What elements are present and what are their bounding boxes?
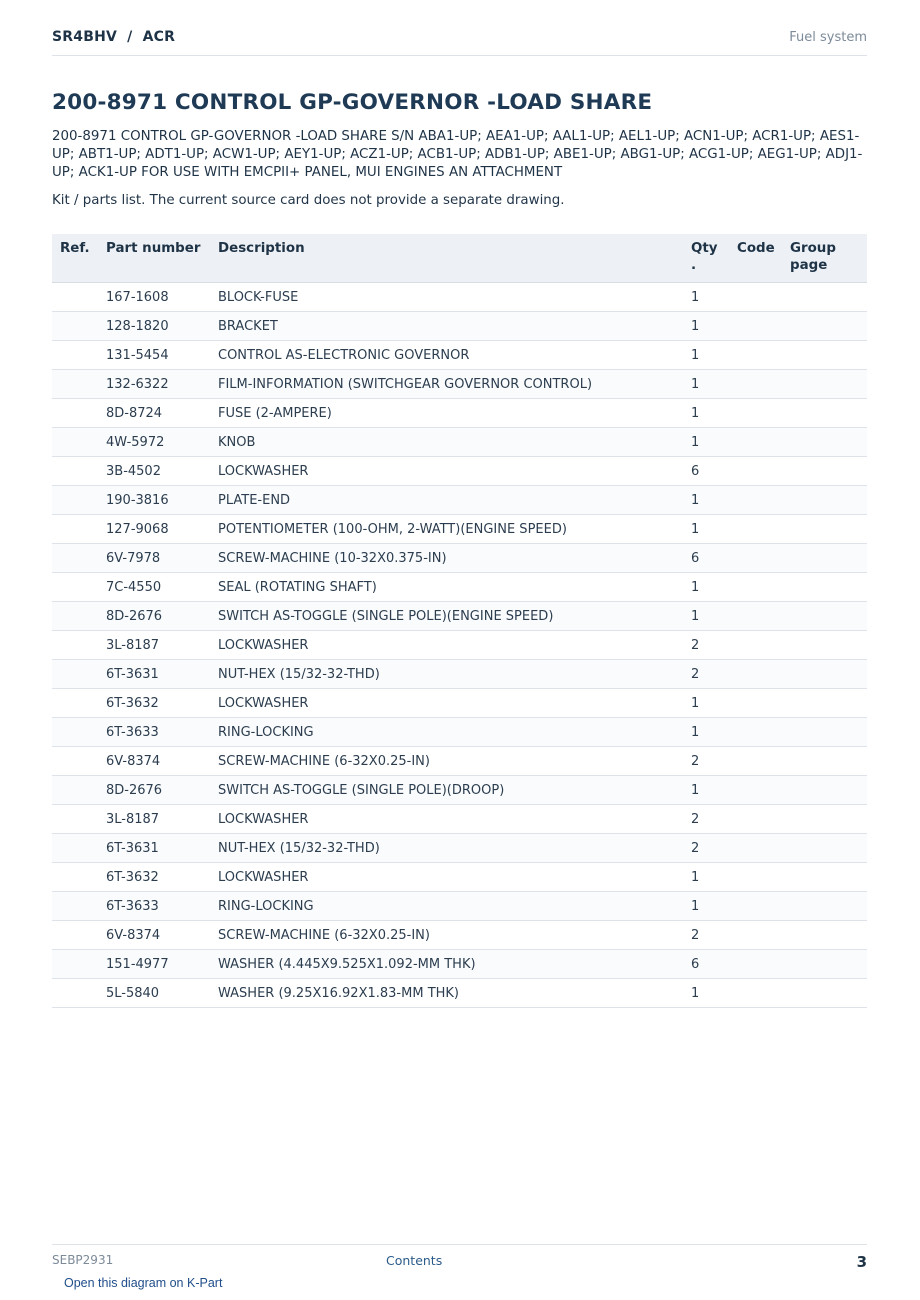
cell-code bbox=[737, 805, 790, 834]
cell-code bbox=[737, 834, 790, 863]
cell-ref bbox=[52, 486, 106, 515]
table-row bbox=[52, 863, 867, 892]
table-row bbox=[52, 689, 867, 718]
cell-qty: 1 bbox=[691, 515, 737, 544]
cell-part-number: 7C-4550 bbox=[106, 573, 218, 602]
cell-group-page bbox=[790, 428, 867, 457]
cell-ref bbox=[52, 747, 106, 776]
cell-ref bbox=[52, 805, 106, 834]
cell-description: WASHER (4.445X9.525X1.092-MM THK) bbox=[218, 950, 691, 979]
cell-description: SCREW-MACHINE (10-32X0.375-IN) bbox=[218, 544, 691, 573]
page-title: 200-8971 CONTROL GP-GOVERNOR -LOAD SHARE bbox=[52, 90, 653, 115]
cell-ref bbox=[52, 312, 106, 341]
cell-code bbox=[737, 979, 790, 1008]
section-name: Fuel system bbox=[789, 30, 867, 45]
cell-ref bbox=[52, 979, 106, 1008]
cell-part-number: 5L-5840 bbox=[106, 979, 218, 1008]
cell-qty: 1 bbox=[691, 428, 737, 457]
cell-group-page bbox=[790, 776, 867, 805]
cell-group-page bbox=[790, 747, 867, 776]
cell-group-page bbox=[790, 283, 867, 312]
cell-qty: 2 bbox=[691, 805, 737, 834]
cell-qty: 1 bbox=[691, 602, 737, 631]
cell-code bbox=[737, 921, 790, 950]
cell-part-number: 8D-8724 bbox=[106, 399, 218, 428]
cell-group-page bbox=[790, 660, 867, 689]
cell-code bbox=[737, 892, 790, 921]
cell-description: BRACKET bbox=[218, 312, 691, 341]
cell-code bbox=[737, 950, 790, 979]
cell-part-number: 8D-2676 bbox=[106, 602, 218, 631]
cell-qty: 1 bbox=[691, 370, 737, 399]
col-header-code: Code bbox=[737, 234, 790, 283]
cell-description: SCREW-MACHINE (6-32X0.25-IN) bbox=[218, 921, 691, 950]
cell-part-number: 6T-3632 bbox=[106, 689, 218, 718]
parts-table-body bbox=[52, 283, 867, 1008]
table-row bbox=[52, 544, 867, 573]
cell-group-page bbox=[790, 544, 867, 573]
cell-description: LOCKWASHER bbox=[218, 805, 691, 834]
table-row bbox=[52, 515, 867, 544]
table-row bbox=[52, 428, 867, 457]
col-header-part-number: Part number bbox=[106, 234, 218, 283]
cell-ref bbox=[52, 283, 106, 312]
cell-description: FILM-INFORMATION (SWITCHGEAR GOVERNOR CONTROL) bbox=[218, 370, 691, 399]
cell-ref bbox=[52, 718, 106, 747]
cell-ref bbox=[52, 921, 106, 950]
cell-ref bbox=[52, 341, 106, 370]
cell-description: BLOCK-FUSE bbox=[218, 283, 691, 312]
kpart-diagram-link[interactable]: Open this diagram on K-Part bbox=[64, 1276, 223, 1290]
cell-group-page bbox=[790, 718, 867, 747]
cell-description: SCREW-MACHINE (6-32X0.25-IN) bbox=[218, 747, 691, 776]
table-row bbox=[52, 341, 867, 370]
cell-part-number: 6T-3631 bbox=[106, 834, 218, 863]
cell-part-number: 3L-8187 bbox=[106, 631, 218, 660]
cell-qty: 2 bbox=[691, 660, 737, 689]
cell-group-page bbox=[790, 457, 867, 486]
parts-table bbox=[52, 234, 867, 1008]
table-row bbox=[52, 950, 867, 979]
cell-qty: 2 bbox=[691, 631, 737, 660]
table-row bbox=[52, 399, 867, 428]
cell-ref bbox=[52, 370, 106, 399]
cell-code bbox=[737, 660, 790, 689]
cell-part-number: 8D-2676 bbox=[106, 776, 218, 805]
table-row bbox=[52, 747, 867, 776]
group-description: 200-8971 CONTROL GP-GOVERNOR -LOAD SHARE S/N ABA1-UP; AEA1-UP; AAL1-UP; AEL1-UP; ACN1-UP; ACR1-UP; AES1-UP; ABT1-UP; ADT1-UP; ACW1-UP; AEY1-UP; ACZ1-UP; ACB1-UP; ADB1-UP; ABE1-UP; ABG1-UP; ACG1-UP; AEG1-UP; ADJ1-UP; ACK1-UP FOR USE WITH EMCPII+ PANEL, MUI ENGINES AN ATTACHMENT bbox=[52, 129, 863, 180]
cell-code bbox=[737, 341, 790, 370]
table-row bbox=[52, 660, 867, 689]
cell-qty: 1 bbox=[691, 399, 737, 428]
cell-group-page bbox=[790, 631, 867, 660]
cell-code bbox=[737, 573, 790, 602]
table-row bbox=[52, 776, 867, 805]
table-row bbox=[52, 457, 867, 486]
cell-code bbox=[737, 776, 790, 805]
cell-description: SEAL (ROTATING SHAFT) bbox=[218, 573, 691, 602]
cell-qty: 1 bbox=[691, 689, 737, 718]
cell-part-number: 6T-3632 bbox=[106, 863, 218, 892]
cell-group-page bbox=[790, 979, 867, 1008]
cell-group-page bbox=[790, 921, 867, 950]
cell-ref bbox=[52, 602, 106, 631]
table-row bbox=[52, 573, 867, 602]
cell-qty: 1 bbox=[691, 486, 737, 515]
cell-group-page bbox=[790, 486, 867, 515]
cell-description: LOCKWASHER bbox=[218, 457, 691, 486]
cell-code bbox=[737, 602, 790, 631]
cell-description: LOCKWASHER bbox=[218, 689, 691, 718]
cell-ref bbox=[52, 689, 106, 718]
table-row bbox=[52, 312, 867, 341]
cell-part-number: 3L-8187 bbox=[106, 805, 218, 834]
cell-part-number: 6V-8374 bbox=[106, 747, 218, 776]
cell-ref bbox=[52, 573, 106, 602]
cell-code bbox=[737, 631, 790, 660]
col-header-qty: Qty . bbox=[691, 234, 737, 283]
cell-description: RING-LOCKING bbox=[218, 718, 691, 747]
cell-group-page bbox=[790, 399, 867, 428]
cell-part-number: 3B-4502 bbox=[106, 457, 218, 486]
cell-ref bbox=[52, 660, 106, 689]
table-row bbox=[52, 921, 867, 950]
cell-part-number: 128-1820 bbox=[106, 312, 218, 341]
cell-part-number: 6T-3633 bbox=[106, 892, 218, 921]
cell-code bbox=[737, 428, 790, 457]
cell-qty: 6 bbox=[691, 457, 737, 486]
col-header-ref: Ref. bbox=[52, 234, 106, 283]
table-row bbox=[52, 834, 867, 863]
cell-part-number: 131-5454 bbox=[106, 341, 218, 370]
cell-ref bbox=[52, 863, 106, 892]
cell-group-page bbox=[790, 892, 867, 921]
cell-part-number: 127-9068 bbox=[106, 515, 218, 544]
cell-ref bbox=[52, 776, 106, 805]
source-note: Kit / parts list. The current source card does not provide a separate drawing. bbox=[52, 193, 565, 208]
table-row bbox=[52, 979, 867, 1008]
table-row bbox=[52, 486, 867, 515]
cell-ref bbox=[52, 515, 106, 544]
cell-part-number: 6V-7978 bbox=[106, 544, 218, 573]
cell-code bbox=[737, 689, 790, 718]
cell-ref bbox=[52, 428, 106, 457]
cell-group-page bbox=[790, 312, 867, 341]
cell-code bbox=[737, 544, 790, 573]
cell-code bbox=[737, 370, 790, 399]
cell-qty: 1 bbox=[691, 283, 737, 312]
table-row bbox=[52, 283, 867, 312]
cell-description: RING-LOCKING bbox=[218, 892, 691, 921]
cell-group-page bbox=[790, 370, 867, 399]
col-header-group-page: Group page bbox=[790, 234, 867, 283]
cell-code bbox=[737, 457, 790, 486]
cell-description: POTENTIOMETER (100-OHM, 2-WATT)(ENGINE SPEED) bbox=[218, 515, 691, 544]
cell-qty: 1 bbox=[691, 573, 737, 602]
cell-group-page bbox=[790, 950, 867, 979]
cell-description: CONTROL AS-ELECTRONIC GOVERNOR bbox=[218, 341, 691, 370]
table-row bbox=[52, 718, 867, 747]
cell-code bbox=[737, 486, 790, 515]
cell-group-page bbox=[790, 341, 867, 370]
cell-part-number: 4W-5972 bbox=[106, 428, 218, 457]
cell-code bbox=[737, 283, 790, 312]
cell-ref bbox=[52, 631, 106, 660]
cell-code bbox=[737, 399, 790, 428]
footer-doc-code: SEBP2931 bbox=[52, 1253, 114, 1267]
parts-table-header bbox=[52, 234, 867, 283]
cell-description: NUT-HEX (15/32-32-THD) bbox=[218, 660, 691, 689]
cell-group-page bbox=[790, 689, 867, 718]
cell-qty: 2 bbox=[691, 921, 737, 950]
cell-qty: 1 bbox=[691, 979, 737, 1008]
cell-qty: 1 bbox=[691, 776, 737, 805]
cell-group-page bbox=[790, 834, 867, 863]
cell-code bbox=[737, 718, 790, 747]
cell-description: NUT-HEX (15/32-32-THD) bbox=[218, 834, 691, 863]
cell-code bbox=[737, 515, 790, 544]
cell-part-number: 6T-3633 bbox=[106, 718, 218, 747]
cell-qty: 1 bbox=[691, 312, 737, 341]
cell-part-number: 6T-3631 bbox=[106, 660, 218, 689]
cell-group-page bbox=[790, 863, 867, 892]
cell-ref bbox=[52, 457, 106, 486]
cell-part-number: 132-6322 bbox=[106, 370, 218, 399]
table-row bbox=[52, 805, 867, 834]
cell-description: KNOB bbox=[218, 428, 691, 457]
cell-code bbox=[737, 312, 790, 341]
cell-part-number: 190-3816 bbox=[106, 486, 218, 515]
cell-ref bbox=[52, 892, 106, 921]
cell-code bbox=[737, 747, 790, 776]
contents-link[interactable]: Contents bbox=[386, 1253, 443, 1268]
cell-ref bbox=[52, 399, 106, 428]
cell-part-number: 167-1608 bbox=[106, 283, 218, 312]
page-number: 3 bbox=[856, 1253, 867, 1271]
cell-description: SWITCH AS-TOGGLE (SINGLE POLE)(DROOP) bbox=[218, 776, 691, 805]
cell-part-number: 6V-8374 bbox=[106, 921, 218, 950]
cell-part-number: 151-4977 bbox=[106, 950, 218, 979]
cell-description: FUSE (2-AMPERE) bbox=[218, 399, 691, 428]
cell-group-page bbox=[790, 573, 867, 602]
cell-group-page bbox=[790, 515, 867, 544]
table-row bbox=[52, 370, 867, 399]
cell-group-page bbox=[790, 602, 867, 631]
cell-qty: 1 bbox=[691, 892, 737, 921]
cell-qty: 1 bbox=[691, 863, 737, 892]
cell-qty: 2 bbox=[691, 834, 737, 863]
document-id: SR4BHV / ACR bbox=[52, 29, 176, 45]
cell-qty: 6 bbox=[691, 950, 737, 979]
cell-ref bbox=[52, 834, 106, 863]
cell-description: PLATE-END bbox=[218, 486, 691, 515]
cell-qty: 1 bbox=[691, 718, 737, 747]
cell-code bbox=[737, 863, 790, 892]
page-header bbox=[52, 28, 867, 56]
table-row bbox=[52, 602, 867, 631]
table-row bbox=[52, 631, 867, 660]
cell-description: LOCKWASHER bbox=[218, 631, 691, 660]
cell-group-page bbox=[790, 805, 867, 834]
cell-description: LOCKWASHER bbox=[218, 863, 691, 892]
cell-description: WASHER (9.25X16.92X1.83-MM THK) bbox=[218, 979, 691, 1008]
cell-ref bbox=[52, 544, 106, 573]
col-header-description: Description bbox=[218, 234, 691, 283]
cell-qty: 6 bbox=[691, 544, 737, 573]
cell-description: SWITCH AS-TOGGLE (SINGLE POLE)(ENGINE SPEED) bbox=[218, 602, 691, 631]
cell-qty: 1 bbox=[691, 341, 737, 370]
page-footer bbox=[52, 1244, 867, 1275]
cell-qty: 2 bbox=[691, 747, 737, 776]
cell-ref bbox=[52, 950, 106, 979]
table-row bbox=[52, 892, 867, 921]
